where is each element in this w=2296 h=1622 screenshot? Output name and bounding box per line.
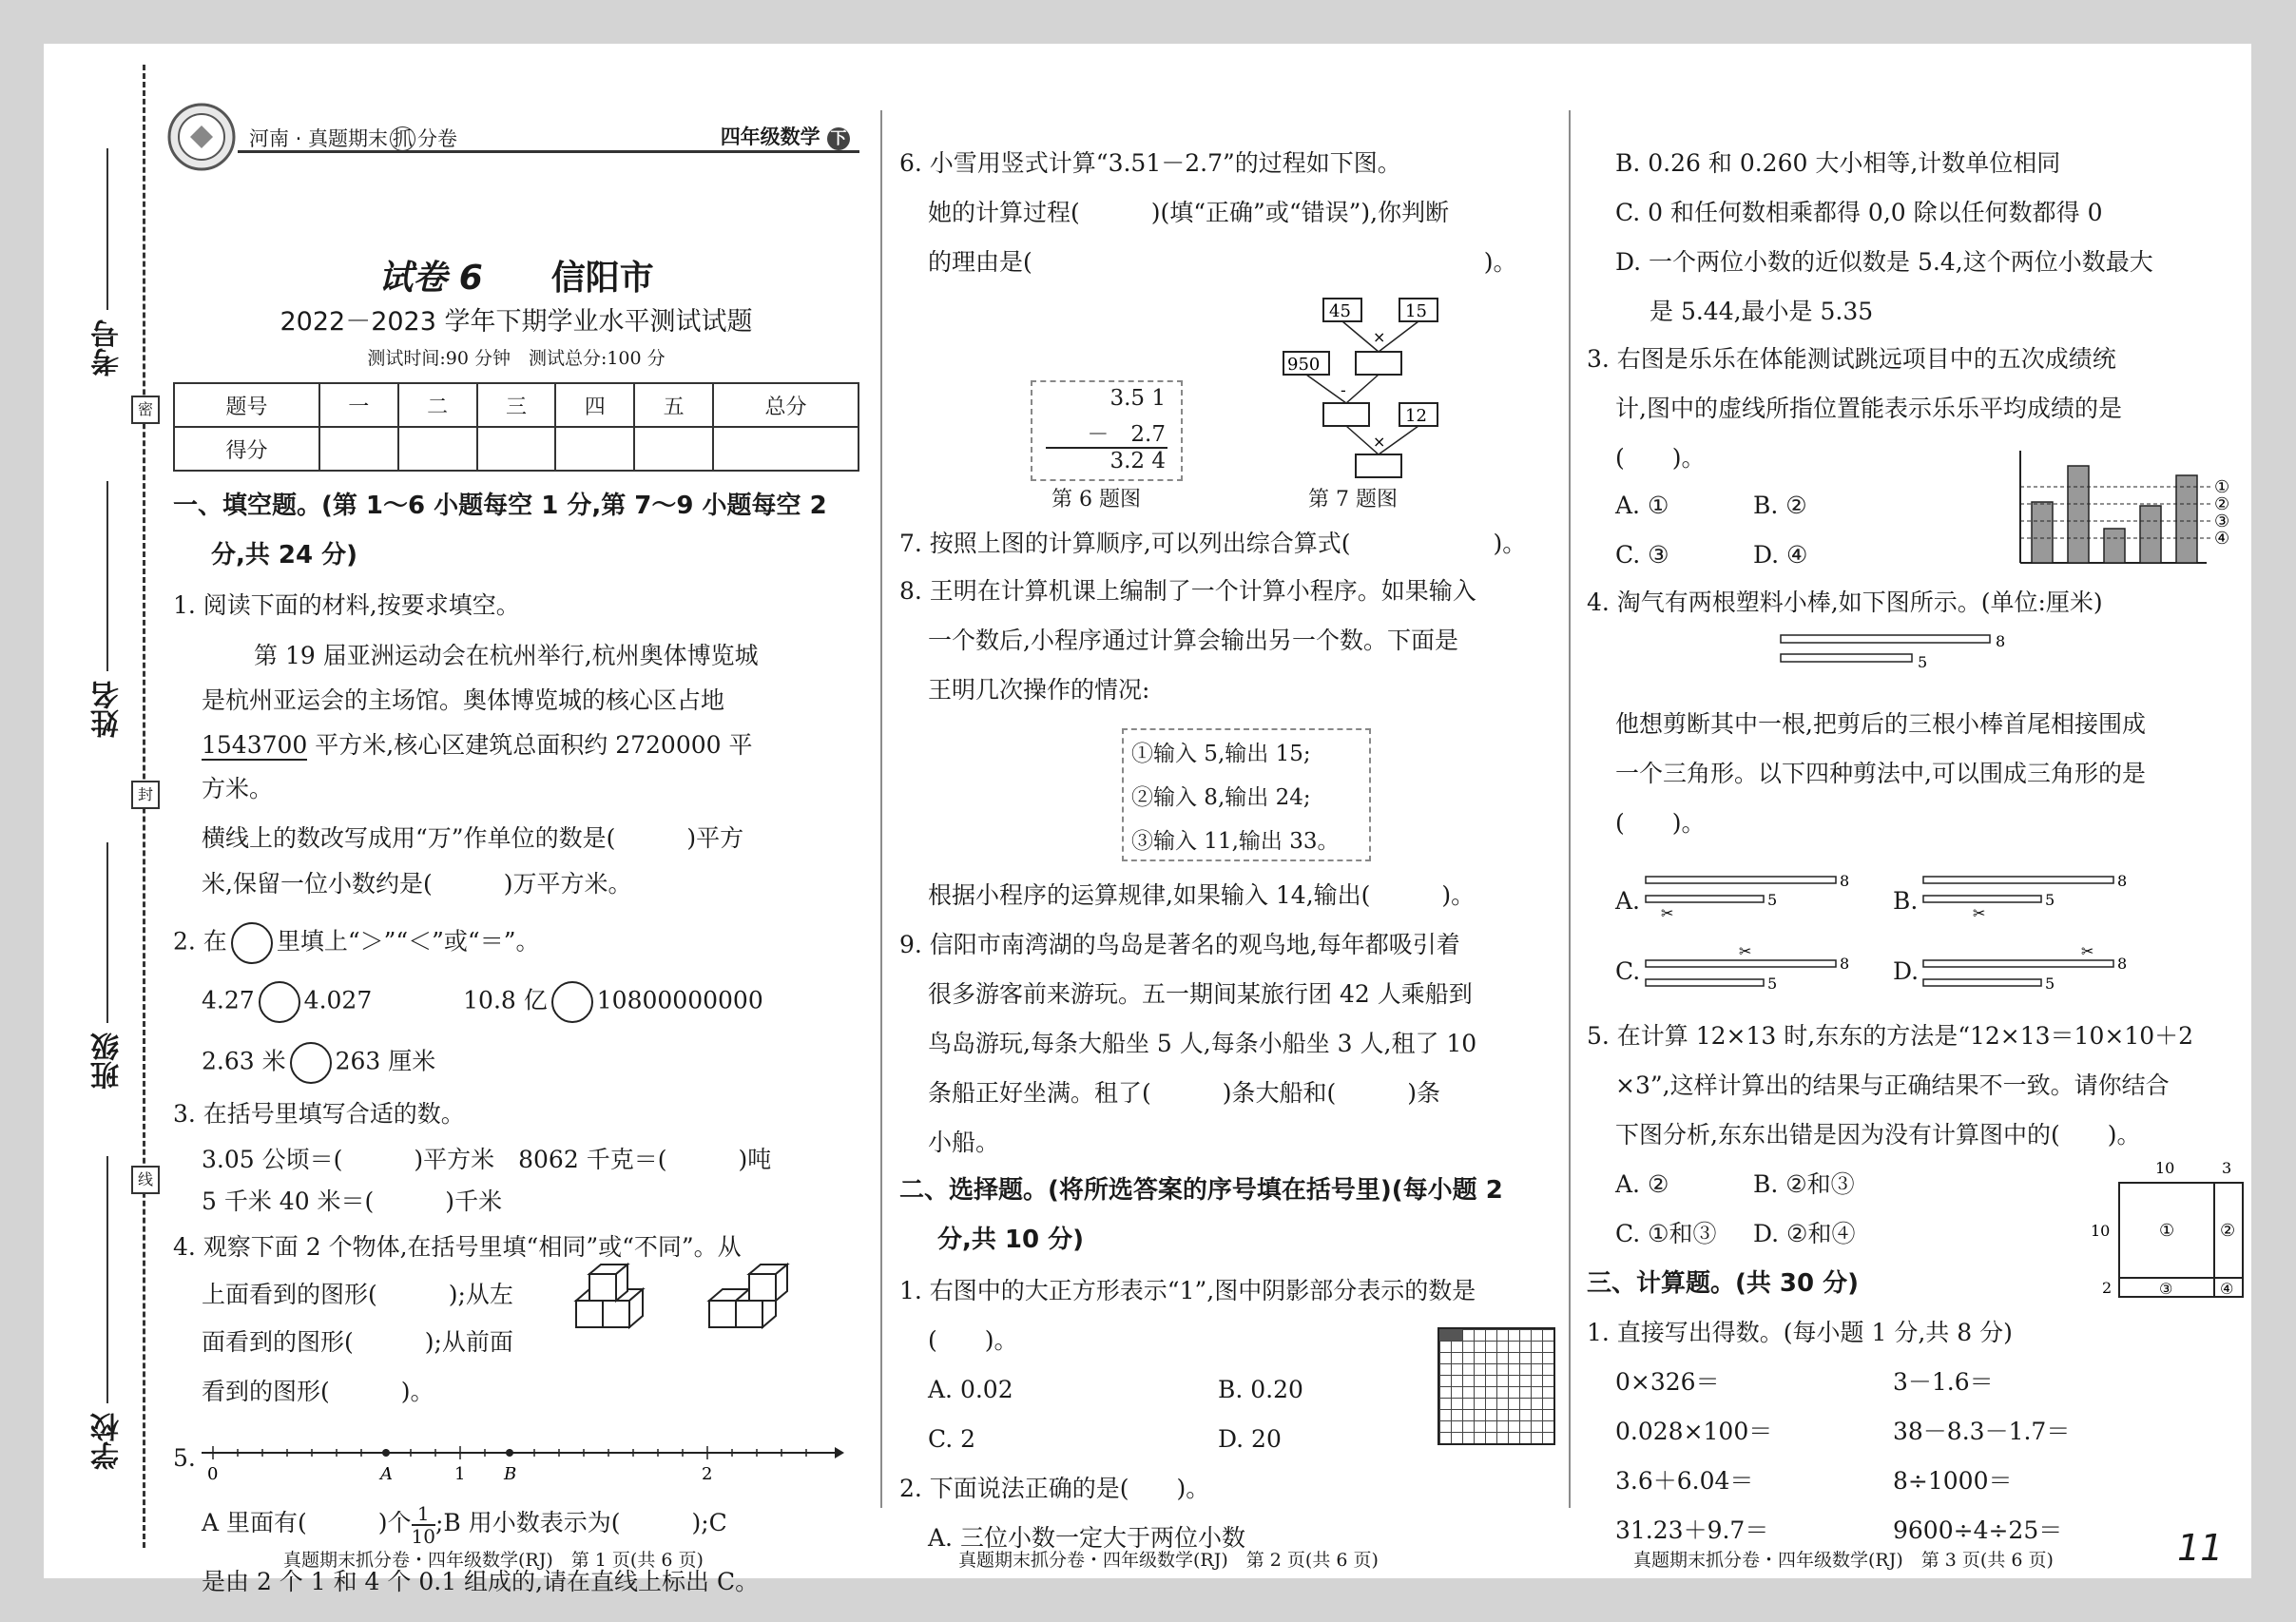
label-class: 班级 bbox=[91, 1033, 125, 1090]
compare-circle[interactable] bbox=[259, 981, 300, 1023]
section-1-heading-cont: 分,共 24 分) bbox=[211, 541, 358, 570]
area-dimension: 2 bbox=[2102, 1279, 2113, 1297]
paper-subtitle: 2022－2023 学年下期学业水平测试试题 bbox=[280, 307, 753, 337]
seal-feng: 封 bbox=[131, 781, 160, 809]
score-header: 四 bbox=[555, 383, 634, 427]
q3-fill: 3.05 公顷＝( )平方米 8062 千克＝( )吨 bbox=[202, 1146, 772, 1173]
c2-option-a[interactable]: A. 三位小数一定大于两位小数 bbox=[928, 1524, 1245, 1552]
logo-seal-icon bbox=[164, 99, 240, 175]
bar-mark-label: ② bbox=[2214, 494, 2230, 514]
score-cell[interactable] bbox=[319, 427, 398, 471]
c3-option-d[interactable]: D. ④ bbox=[1753, 541, 1808, 569]
stick-length: 8 bbox=[2117, 955, 2128, 973]
stick-figure bbox=[1777, 631, 2015, 673]
q8-text: 王明几次操作的情况: bbox=[928, 676, 1150, 704]
number-line bbox=[200, 1432, 846, 1489]
axis-label: A bbox=[380, 1464, 393, 1484]
q6-fill: 她的计算过程( )(填“正确”或“错误”),你判断 bbox=[928, 199, 1450, 226]
area-dimension: 3 bbox=[2222, 1159, 2232, 1177]
stick-length: 5 bbox=[1767, 891, 1778, 909]
calc-item: 3－1.6＝ bbox=[1893, 1368, 1994, 1396]
label-name: 姓名 bbox=[91, 681, 125, 738]
hundred-grid bbox=[1437, 1327, 1555, 1445]
c1-option-a[interactable]: A. 0.02 bbox=[928, 1376, 1013, 1403]
cube-figures bbox=[572, 1259, 858, 1344]
c2-option-b[interactable]: B. 0.26 和 0.260 大小相等,计数单位相同 bbox=[1615, 149, 2061, 177]
tree-operator: × bbox=[1373, 328, 1386, 346]
tree-value: 950 bbox=[1287, 355, 1321, 375]
cut-option-d bbox=[1921, 943, 2150, 991]
c4-option-d[interactable]: D. bbox=[1893, 957, 1920, 985]
c4-option-a[interactable]: A. bbox=[1615, 887, 1641, 915]
c1-stem: 1. 右图中的大正方形表示“1”,图中阴影部分表示的数是 bbox=[899, 1277, 1476, 1304]
program-box bbox=[1122, 728, 1371, 861]
seal-xian: 线 bbox=[131, 1166, 160, 1194]
q2-stem: 2. 在 里填上“＞”“＜”或“＝”。 bbox=[173, 922, 540, 964]
fig7-caption: 第 7 题图 bbox=[1308, 488, 1398, 512]
scissors-icon: ✂ bbox=[2081, 943, 2094, 960]
c1-blank: ( )。 bbox=[928, 1326, 1018, 1354]
d1-stem: 1. 直接写出得数。(每小题 1 分,共 8 分) bbox=[1587, 1319, 2013, 1346]
area-region-label: ① bbox=[2159, 1221, 2175, 1241]
paper-title: 试卷 6 信阳市 bbox=[378, 259, 654, 298]
q9-text: 鸟岛游玩,每条大船坐 5 人,每条小船坐 3 人,租了 10 bbox=[928, 1030, 1477, 1057]
scissors-icon: ✂ bbox=[1739, 943, 1752, 960]
q5-stem: 5. bbox=[173, 1444, 196, 1472]
c3-blank: ( )。 bbox=[1615, 444, 1706, 472]
area-dimension: 10 bbox=[2091, 1222, 2111, 1240]
column-3 bbox=[1587, 101, 2243, 1544]
area-region-label: ② bbox=[2220, 1221, 2236, 1241]
c2-option-d-cont: 是 5.44,最小是 5.35 bbox=[1650, 298, 1874, 325]
c4-option-b[interactable]: B. bbox=[1893, 887, 1919, 915]
q9-fill: 条船正好坐满。租了( )条大船和( )条 bbox=[928, 1079, 1441, 1107]
binding-strip bbox=[44, 44, 173, 1578]
c5-text: 下图分析,东东出错是因为没有计算图中的( )。 bbox=[1615, 1121, 2141, 1149]
axis-label: 0 bbox=[207, 1464, 219, 1484]
page-footer: 真题期末抓分卷・四年级数学(RJ) 第 3 页(共 6 页) bbox=[1633, 1550, 2054, 1571]
tree-operator: - bbox=[1341, 381, 1346, 399]
cut-option-b bbox=[1921, 871, 2150, 918]
q3-fill: 5 千米 40 米＝( )千米 bbox=[202, 1188, 503, 1215]
section-2-heading-cont: 分,共 10 分) bbox=[937, 1226, 1085, 1254]
c2-stem: 2. 下面说法正确的是( )。 bbox=[899, 1475, 1210, 1502]
axis-label: B bbox=[504, 1464, 517, 1484]
score-header: 二 bbox=[398, 383, 477, 427]
stick-length: 8 bbox=[2117, 872, 2128, 890]
q4-fill: 上面看到的图形( );从左 bbox=[202, 1281, 513, 1308]
q9-text: 小船。 bbox=[928, 1129, 1000, 1156]
score-cell[interactable] bbox=[398, 427, 477, 471]
calc-tree-diagram bbox=[1280, 291, 1470, 481]
calc-line: － 2.7 bbox=[1087, 422, 1166, 447]
c1-option-d[interactable]: D. 20 bbox=[1218, 1425, 1282, 1453]
c3-option-c[interactable]: C. ③ bbox=[1615, 541, 1669, 569]
area-dimension: 10 bbox=[2155, 1159, 2175, 1177]
shaded-cell bbox=[1439, 1329, 1451, 1341]
column-divider bbox=[1569, 110, 1571, 1508]
axis-label: 1 bbox=[454, 1464, 466, 1484]
scissors-icon: ✂ bbox=[1661, 904, 1674, 918]
shaded-cell bbox=[1451, 1329, 1462, 1341]
cut-option-a bbox=[1644, 871, 1872, 918]
section-3-heading: 三、计算题。(共 30 分) bbox=[1587, 1269, 1860, 1298]
calc-item: 0.028×100＝ bbox=[1615, 1418, 1773, 1445]
bar-mark-label: ④ bbox=[2214, 529, 2230, 549]
calc-item: 9600÷4÷25＝ bbox=[1893, 1516, 2063, 1544]
q2-row: 2.63 米 263 厘米 bbox=[202, 1042, 435, 1084]
program-line: ①输入 5,输出 15; bbox=[1131, 742, 1311, 766]
exam-info: 测试时间:90 分钟 测试总分:100 分 bbox=[367, 348, 666, 369]
q4-fill: 看到的图形( )。 bbox=[202, 1378, 434, 1405]
score-row-label: 得分 bbox=[174, 427, 319, 471]
label-school: 学校 bbox=[91, 1413, 125, 1470]
c4-option-c[interactable]: C. bbox=[1615, 957, 1641, 985]
c3-stem: 3. 右图是乐乐在体能测试跳远项目中的五次成绩统 bbox=[1587, 345, 2116, 373]
score-header: 一 bbox=[319, 383, 398, 427]
calc-item: 0×326＝ bbox=[1615, 1368, 1720, 1396]
bar-mark-label: ① bbox=[2214, 477, 2230, 497]
q1-text: 方米。 bbox=[202, 775, 274, 802]
page-footer: 真题期末抓分卷・四年级数学(RJ) 第 2 页(共 6 页) bbox=[958, 1550, 1379, 1571]
q6-fill: 的理由是( )。 bbox=[928, 248, 1517, 276]
header-series: 河南 · 真题期末 抓 分卷 bbox=[249, 127, 458, 150]
q3-stem: 3. 在括号里填写合适的数。 bbox=[173, 1100, 465, 1128]
q9-text: 很多游客前来游玩。五一期间某旅行团 42 人乘船到 bbox=[928, 980, 1473, 1008]
stick-length: 5 bbox=[2045, 891, 2055, 909]
q9-stem: 9. 信阳市南湾湖的鸟岛是著名的观鸟地,每年都吸引着 bbox=[899, 931, 1460, 958]
c4-stem: 4. 淘气有两根塑料小棒,如下图所示。(单位:厘米) bbox=[1587, 589, 2103, 616]
score-header: 总分 bbox=[713, 383, 859, 427]
stick-length: 5 bbox=[1767, 975, 1778, 991]
q8-stem: 8. 王明在计算机课上编制了一个计算小程序。如果输入 bbox=[899, 577, 1476, 605]
compare-circle[interactable] bbox=[551, 981, 593, 1023]
stick-length: 8 bbox=[1996, 632, 2006, 650]
class-line bbox=[106, 842, 108, 1023]
c2-option-c[interactable]: C. 0 和任何数相乘都得 0,0 除以任何数都得 0 bbox=[1615, 199, 2103, 226]
q1-fill: 横线上的数改写成用“万”作单位的数是( )平方 bbox=[202, 824, 744, 852]
score-header: 五 bbox=[634, 383, 713, 427]
stick-length: 5 bbox=[1918, 653, 1928, 671]
calc-item: 38－8.3－1.7＝ bbox=[1893, 1418, 2071, 1445]
c1-option-c[interactable]: C. 2 bbox=[928, 1425, 976, 1453]
c4-text: 他想剪断其中一根,把剪后的三根小棒首尾相接围成 bbox=[1615, 710, 2146, 738]
q4-stem: 4. 观察下面 2 个物体,在括号里填“相同”或“不同”。从 bbox=[173, 1233, 742, 1261]
c3-option-a[interactable]: A. ① bbox=[1615, 492, 1669, 519]
scissors-icon: ✂ bbox=[1973, 904, 1986, 918]
compare-circle[interactable] bbox=[231, 922, 273, 964]
header-grade: 四年级数学 下 bbox=[721, 122, 850, 150]
q2-row: 4.27 4.027 10.8 亿 10800000000 bbox=[202, 981, 763, 1023]
exam-number-line bbox=[106, 148, 108, 310]
score-table bbox=[173, 382, 859, 472]
c5-text: ×3”,这样计算出的结果与正确结果不一致。请你结合 bbox=[1615, 1072, 2170, 1099]
program-line: ③输入 11,输出 33。 bbox=[1131, 829, 1340, 854]
q1-stem: 1. 阅读下面的材料,按要求填空。 bbox=[173, 591, 520, 619]
c5-option-d[interactable]: D. ②和④ bbox=[1753, 1220, 1856, 1247]
q8-fill: 根据小程序的运算规律,如果输入 14,输出( )。 bbox=[928, 881, 1476, 909]
stick-length: 8 bbox=[1840, 872, 1850, 890]
column-2 bbox=[899, 101, 1555, 1552]
c5-option-a[interactable]: A. ② bbox=[1615, 1170, 1669, 1198]
tree-operator: × bbox=[1373, 433, 1386, 451]
column-divider bbox=[880, 110, 882, 1508]
section-1-heading: 一、填空题。(第 1～6 小题每空 1 分,第 7～9 小题每空 2 bbox=[173, 492, 827, 520]
vertical-calc-box bbox=[1031, 380, 1183, 481]
q1-fill: 米,保留一位小数约是( )万平方米。 bbox=[202, 870, 632, 898]
seal-mi: 密 bbox=[131, 396, 160, 424]
calc-item: 3.6＋6.04＝ bbox=[1615, 1467, 1754, 1495]
q5-text: 是由 2 个 1 和 4 个 0.1 组成的,请在直线上标出 C。 bbox=[202, 1568, 760, 1595]
calc-item: 8÷1000＝ bbox=[1893, 1467, 2013, 1495]
stick-length: 8 bbox=[1840, 955, 1850, 973]
school-line bbox=[106, 1156, 108, 1403]
jump-bar-chart bbox=[2016, 449, 2245, 572]
q5-fill: A 里面有( )个 $\frac{1}{10}$ ;B 用小数表示为( );C bbox=[202, 1501, 727, 1548]
page-footer: 真题期末抓分卷・四年级数学(RJ) 第 1 页(共 6 页) bbox=[283, 1550, 704, 1571]
c1-option-b[interactable]: B. 0.20 bbox=[1218, 1376, 1303, 1403]
label-exam-number: 考号 bbox=[91, 319, 125, 377]
q1-text: 1543700 平方米,核心区建筑总面积约 2720000 平 bbox=[202, 731, 753, 759]
name-line bbox=[106, 481, 108, 671]
area-region-label: ④ bbox=[2220, 1280, 2234, 1298]
score-cell[interactable] bbox=[634, 427, 713, 471]
score-header: 三 bbox=[477, 383, 556, 427]
calc-item: 31.23＋9.7＝ bbox=[1615, 1516, 1769, 1544]
c3-option-b[interactable]: B. ② bbox=[1753, 492, 1807, 519]
q7-stem: 7. 按照上图的计算顺序,可以列出综合算式( )。 bbox=[899, 530, 1527, 557]
q1-text: 是杭州亚运会的主场馆。奥体博览城的核心区占地 bbox=[202, 686, 725, 714]
tree-value: 12 bbox=[1405, 406, 1427, 426]
score-header: 题号 bbox=[174, 383, 319, 427]
c5-option-b[interactable]: B. ②和③ bbox=[1753, 1170, 1855, 1198]
c3-text: 计,图中的虚线所指位置能表示乐乐平均成绩的是 bbox=[1615, 395, 2122, 422]
c2-option-d[interactable]: D. 一个两位小数的近似数是 5.4,这个两位小数最大 bbox=[1615, 248, 2153, 276]
tree-value: 45 bbox=[1329, 301, 1351, 321]
page-number: 11 bbox=[2177, 1527, 2224, 1569]
header-banner bbox=[173, 112, 859, 169]
fig6-caption: 第 6 题图 bbox=[1052, 488, 1141, 512]
section-2-heading: 二、选择题。(将所选答案的序号填在括号里)(每小题 2 bbox=[899, 1176, 1503, 1205]
bar-mark-label: ③ bbox=[2214, 512, 2230, 531]
score-cell[interactable] bbox=[713, 427, 859, 471]
program-line: ②输入 8,输出 24; bbox=[1131, 785, 1311, 810]
compare-circle[interactable] bbox=[290, 1042, 332, 1084]
stick-length: 5 bbox=[2045, 975, 2055, 991]
c4-blank: ( )。 bbox=[1615, 809, 1706, 837]
calc-line: 3.2 4 bbox=[1109, 449, 1166, 473]
area-region-label: ③ bbox=[2159, 1280, 2173, 1298]
cut-option-c bbox=[1644, 943, 1872, 991]
q6-stem: 6. 小雪用竖式计算“3.51－2.7”的过程如下图。 bbox=[899, 149, 1401, 177]
exam-sheet bbox=[44, 44, 2251, 1595]
q4-fill: 面看到的图形( );从前面 bbox=[202, 1328, 513, 1356]
grade-tag: 下 bbox=[827, 127, 850, 150]
c5-stem: 5. 在计算 12×13 时,东东的方法是“12×13＝10×10＋2 bbox=[1587, 1022, 2194, 1050]
axis-label: 2 bbox=[702, 1464, 713, 1484]
q8-text: 一个数后,小程序通过计算会输出另一个数。下面是 bbox=[928, 627, 1458, 654]
c4-text: 一个三角形。以下四种剪法中,可以围成三角形的是 bbox=[1615, 760, 2146, 787]
calc-line: 3.5 1 bbox=[1109, 386, 1166, 411]
area-model bbox=[2089, 1156, 2279, 1299]
q1-text: 第 19 届亚洲运动会在杭州举行,杭州奥体博览城 bbox=[254, 642, 759, 669]
score-cell[interactable] bbox=[477, 427, 556, 471]
c5-option-c[interactable]: C. ①和③ bbox=[1615, 1220, 1717, 1247]
tree-value: 15 bbox=[1405, 301, 1427, 321]
fraction: $\frac{1}{10}$ bbox=[411, 1501, 435, 1548]
score-cell[interactable] bbox=[555, 427, 634, 471]
